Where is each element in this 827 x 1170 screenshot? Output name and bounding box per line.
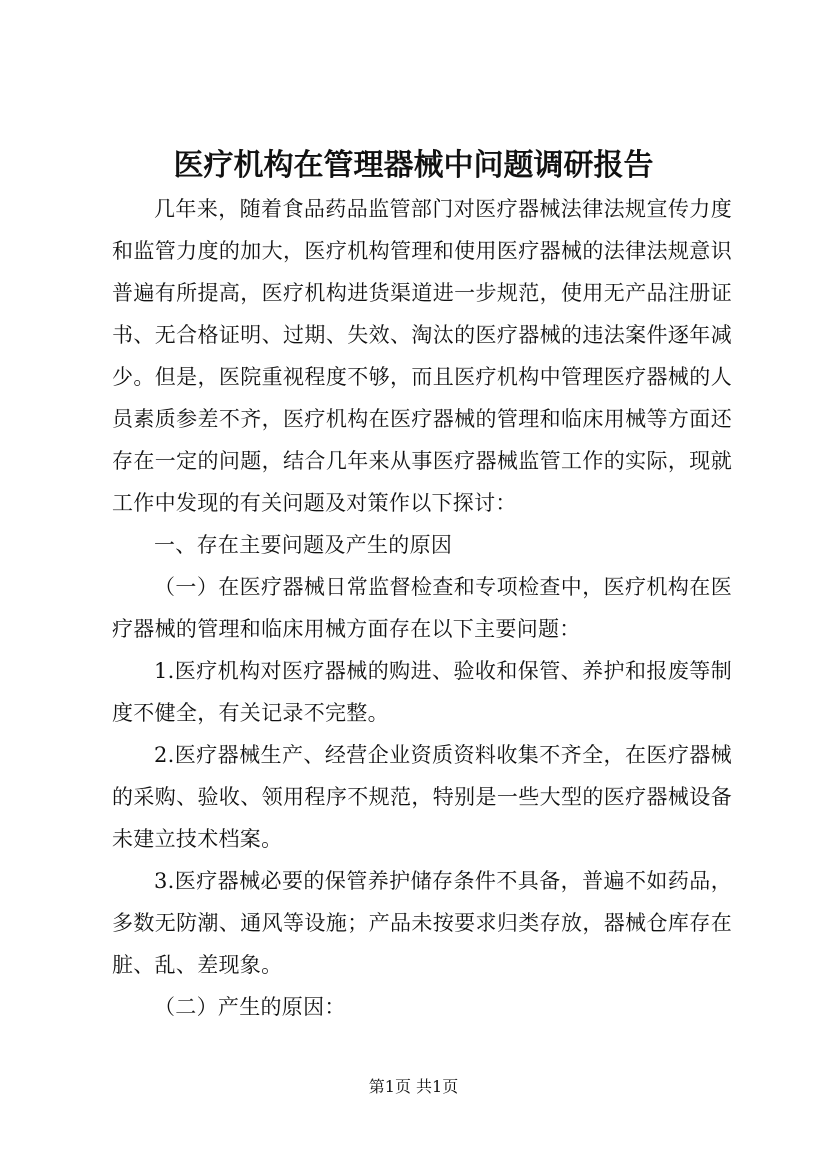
subsection-paragraph: （一）在医疗器械日常监督检查和专项检查中，医疗机构在医疗器械的管理和临床用械方面存在以下主要问题： <box>112 575 732 641</box>
document-body <box>112 188 732 1028</box>
list-item: 2.医疗器械生产、经营企业资质资料收集不齐全，在医疗器械的采购、验收、领用程序不规范，特别是一些大型的医疗器械设备未建立技术档案。 <box>112 743 732 851</box>
intro-paragraph: 几年来，随着食品药品监管部门对医疗器械法律法规宣传力度和监管力度的加大，医疗机构管理和使用医疗器械的法律法规意识普遍有所提高，医疗机构进货渠道进一步规范，使用无产品注册证书、无合格证明、过期、失效、淘汰的医疗器械的违法案件逐年减少。但是，医院重视程度不够，而且医疗机构中管理医疗器械的人员素质参差不齐，医疗机构在医疗器械的管理和临床用械等方面还存在一定的问题，结合几年来从事医疗器械监管工作的实际，现就工作中发现的有关问题及对策作以下探讨： <box>112 197 732 515</box>
section-heading: 一、存在主要问题及产生的原因 <box>154 533 453 557</box>
list-item: 3.医疗器械必要的保管养护储存条件不具备，普遍不如药品，多数无防潮、通风等设施；产品未按要求归类存放，器械仓库存在脏、乱、差现象。 <box>112 869 732 977</box>
subsection-heading: （二）产生的原因： <box>154 995 346 1019</box>
list-item: 1.医疗机构对医疗器械的购进、验收和保管、养护和报废等制度不健全，有关记录不完整。 <box>112 659 732 725</box>
page-footer: 第1页 共1页 <box>368 1077 459 1096</box>
document-title: 医疗机构在管理器械中问题调研报告 <box>173 148 654 183</box>
